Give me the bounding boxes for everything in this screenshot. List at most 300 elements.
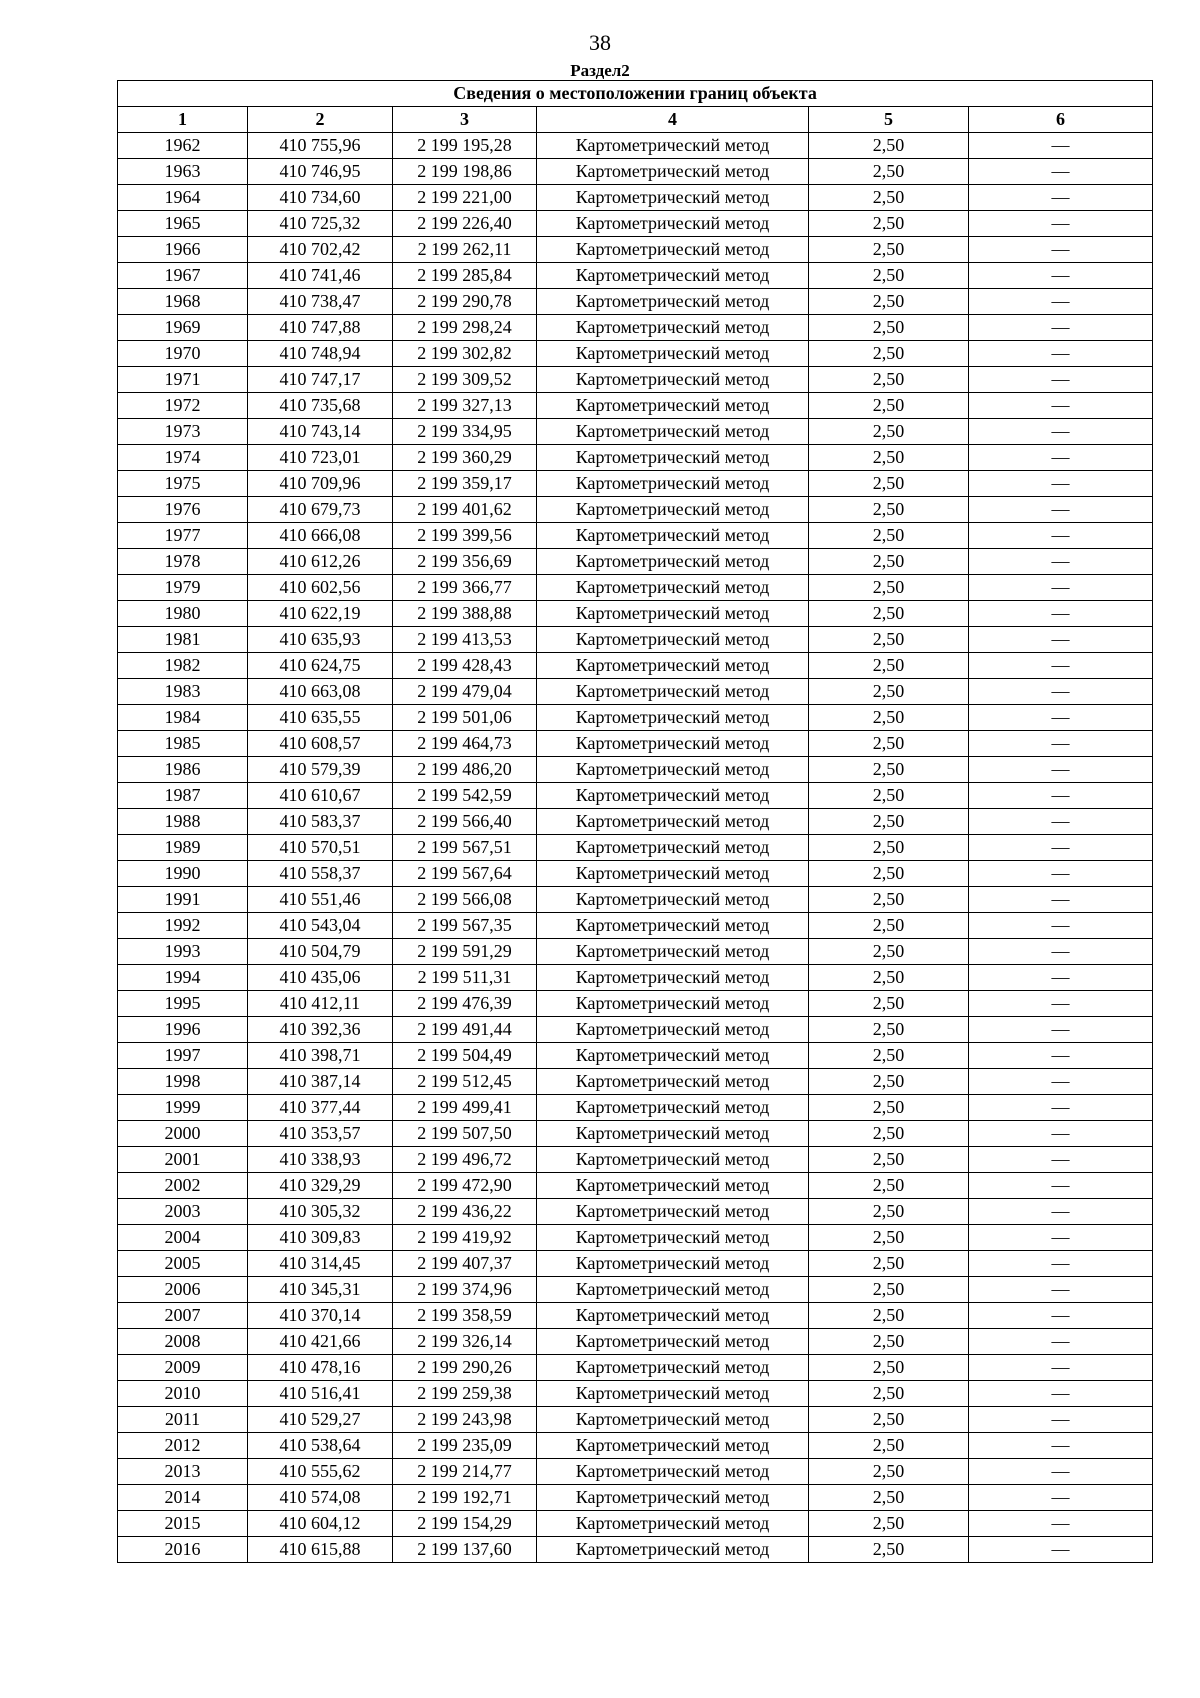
table-row — [118, 653, 1153, 679]
y-coordinate-cell: 2 199 259,38 — [393, 1381, 537, 1407]
point-number-cell: 1988 — [118, 809, 248, 835]
table-body — [118, 133, 1153, 1563]
y-coordinate-cell: 2 199 491,44 — [393, 1017, 537, 1043]
accuracy-cell: 2,50 — [809, 1511, 969, 1537]
column-header: 1 — [118, 107, 248, 133]
description-cell: — — [969, 1225, 1153, 1251]
y-coordinate-cell: 2 199 358,59 — [393, 1303, 537, 1329]
point-number-cell: 2007 — [118, 1303, 248, 1329]
x-coordinate-cell: 410 610,67 — [248, 783, 393, 809]
accuracy-cell: 2,50 — [809, 653, 969, 679]
description-cell: — — [969, 549, 1153, 575]
description-cell: — — [969, 1199, 1153, 1225]
point-number-cell: 1971 — [118, 367, 248, 393]
description-cell: — — [969, 1251, 1153, 1277]
x-coordinate-cell: 410 743,14 — [248, 419, 393, 445]
point-number-cell: 2013 — [118, 1459, 248, 1485]
method-cell: Картометрический метод — [537, 809, 809, 835]
table-row — [118, 1537, 1153, 1563]
x-coordinate-cell: 410 604,12 — [248, 1511, 393, 1537]
x-coordinate-cell: 410 738,47 — [248, 289, 393, 315]
method-cell: Картометрический метод — [537, 1173, 809, 1199]
point-number-cell: 2010 — [118, 1381, 248, 1407]
method-cell: Картометрический метод — [537, 1121, 809, 1147]
y-coordinate-cell: 2 199 356,69 — [393, 549, 537, 575]
point-number-cell: 1997 — [118, 1043, 248, 1069]
point-number-cell: 1994 — [118, 965, 248, 991]
method-cell: Картометрический метод — [537, 575, 809, 601]
y-coordinate-cell: 2 199 226,40 — [393, 211, 537, 237]
accuracy-cell: 2,50 — [809, 1121, 969, 1147]
method-cell: Картометрический метод — [537, 1017, 809, 1043]
table-row — [118, 601, 1153, 627]
x-coordinate-cell: 410 314,45 — [248, 1251, 393, 1277]
description-cell: — — [969, 315, 1153, 341]
description-cell: — — [969, 1043, 1153, 1069]
point-number-cell: 1969 — [118, 315, 248, 341]
point-number-cell: 1965 — [118, 211, 248, 237]
table-row — [118, 861, 1153, 887]
y-coordinate-cell: 2 199 507,50 — [393, 1121, 537, 1147]
method-cell: Картометрический метод — [537, 1095, 809, 1121]
method-cell: Картометрический метод — [537, 133, 809, 159]
description-cell: — — [969, 991, 1153, 1017]
y-coordinate-cell: 2 199 479,04 — [393, 679, 537, 705]
accuracy-cell: 2,50 — [809, 1173, 969, 1199]
x-coordinate-cell: 410 392,36 — [248, 1017, 393, 1043]
y-coordinate-cell: 2 199 566,40 — [393, 809, 537, 835]
x-coordinate-cell: 410 741,46 — [248, 263, 393, 289]
method-cell: Картометрический метод — [537, 1251, 809, 1277]
table-row — [118, 809, 1153, 835]
description-cell: — — [969, 1511, 1153, 1537]
point-number-cell: 1985 — [118, 731, 248, 757]
x-coordinate-cell: 410 377,44 — [248, 1095, 393, 1121]
method-cell: Картометрический метод — [537, 1043, 809, 1069]
method-cell: Картометрический метод — [537, 1459, 809, 1485]
x-coordinate-cell: 410 723,01 — [248, 445, 393, 471]
method-cell: Картометрический метод — [537, 549, 809, 575]
method-cell: Картометрический метод — [537, 1355, 809, 1381]
method-cell: Картометрический метод — [537, 653, 809, 679]
description-cell: — — [969, 1147, 1153, 1173]
point-number-cell: 1986 — [118, 757, 248, 783]
description-cell: — — [969, 263, 1153, 289]
point-number-cell: 1996 — [118, 1017, 248, 1043]
section-title: Раздел2 — [570, 61, 630, 80]
y-coordinate-cell: 2 199 137,60 — [393, 1537, 537, 1563]
point-number-cell: 2000 — [118, 1121, 248, 1147]
table-row — [118, 1511, 1153, 1537]
point-number-cell: 2002 — [118, 1173, 248, 1199]
y-coordinate-cell: 2 199 302,82 — [393, 341, 537, 367]
x-coordinate-cell: 410 387,14 — [248, 1069, 393, 1095]
description-cell: — — [969, 1407, 1153, 1433]
method-cell: Картометрический метод — [537, 289, 809, 315]
accuracy-cell: 2,50 — [809, 237, 969, 263]
method-cell: Картометрический метод — [537, 887, 809, 913]
point-number-cell: 2011 — [118, 1407, 248, 1433]
x-coordinate-cell: 410 635,93 — [248, 627, 393, 653]
table-row — [118, 1173, 1153, 1199]
description-cell: — — [969, 1303, 1153, 1329]
description-cell: — — [969, 1355, 1153, 1381]
method-cell: Картометрический метод — [537, 627, 809, 653]
column-header: 4 — [537, 107, 809, 133]
y-coordinate-cell: 2 199 360,29 — [393, 445, 537, 471]
accuracy-cell: 2,50 — [809, 627, 969, 653]
method-cell: Картометрический метод — [537, 1199, 809, 1225]
accuracy-cell: 2,50 — [809, 1069, 969, 1095]
method-cell: Картометрический метод — [537, 1277, 809, 1303]
description-cell: — — [969, 237, 1153, 263]
method-cell: Картометрический метод — [537, 185, 809, 211]
x-coordinate-cell: 410 624,75 — [248, 653, 393, 679]
accuracy-cell: 2,50 — [809, 1381, 969, 1407]
x-coordinate-cell: 410 538,64 — [248, 1433, 393, 1459]
y-coordinate-cell: 2 199 290,78 — [393, 289, 537, 315]
page-number: 38 — [589, 30, 611, 55]
x-coordinate-cell: 410 746,95 — [248, 159, 393, 185]
method-cell: Картометрический метод — [537, 1485, 809, 1511]
table-row — [118, 185, 1153, 211]
method-cell: Картометрический метод — [537, 1381, 809, 1407]
description-cell: — — [969, 1433, 1153, 1459]
y-coordinate-cell: 2 199 567,35 — [393, 913, 537, 939]
accuracy-cell: 2,50 — [809, 965, 969, 991]
description-cell: — — [969, 627, 1153, 653]
method-cell: Картометрический метод — [537, 1225, 809, 1251]
description-cell: — — [969, 1069, 1153, 1095]
y-coordinate-cell: 2 199 154,29 — [393, 1511, 537, 1537]
method-cell: Картометрический метод — [537, 1069, 809, 1095]
accuracy-cell: 2,50 — [809, 1433, 969, 1459]
accuracy-cell: 2,50 — [809, 133, 969, 159]
description-cell: — — [969, 939, 1153, 965]
accuracy-cell: 2,50 — [809, 1407, 969, 1433]
table-row — [118, 549, 1153, 575]
point-number-cell: 1966 — [118, 237, 248, 263]
y-coordinate-cell: 2 199 512,45 — [393, 1069, 537, 1095]
y-coordinate-cell: 2 199 407,37 — [393, 1251, 537, 1277]
accuracy-cell: 2,50 — [809, 1095, 969, 1121]
y-coordinate-cell: 2 199 388,88 — [393, 601, 537, 627]
point-number-cell: 2012 — [118, 1433, 248, 1459]
accuracy-cell: 2,50 — [809, 939, 969, 965]
point-number-cell: 1976 — [118, 497, 248, 523]
y-coordinate-cell: 2 199 285,84 — [393, 263, 537, 289]
x-coordinate-cell: 410 329,29 — [248, 1173, 393, 1199]
description-cell: — — [969, 211, 1153, 237]
x-coordinate-cell: 410 345,31 — [248, 1277, 393, 1303]
accuracy-cell: 2,50 — [809, 549, 969, 575]
accuracy-cell: 2,50 — [809, 1017, 969, 1043]
y-coordinate-cell: 2 199 243,98 — [393, 1407, 537, 1433]
accuracy-cell: 2,50 — [809, 445, 969, 471]
table-row — [118, 1225, 1153, 1251]
y-coordinate-cell: 2 199 235,09 — [393, 1433, 537, 1459]
description-cell: — — [969, 887, 1153, 913]
x-coordinate-cell: 410 602,56 — [248, 575, 393, 601]
table-row — [118, 1017, 1153, 1043]
x-coordinate-cell: 410 747,88 — [248, 315, 393, 341]
description-cell: — — [969, 289, 1153, 315]
table-row — [118, 1485, 1153, 1511]
accuracy-cell: 2,50 — [809, 1147, 969, 1173]
description-cell: — — [969, 861, 1153, 887]
y-coordinate-cell: 2 199 374,96 — [393, 1277, 537, 1303]
x-coordinate-cell: 410 679,73 — [248, 497, 393, 523]
point-number-cell: 1998 — [118, 1069, 248, 1095]
description-cell: — — [969, 1485, 1153, 1511]
accuracy-cell: 2,50 — [809, 731, 969, 757]
accuracy-cell: 2,50 — [809, 1485, 969, 1511]
x-coordinate-cell: 410 608,57 — [248, 731, 393, 757]
accuracy-cell: 2,50 — [809, 1043, 969, 1069]
point-number-cell: 2014 — [118, 1485, 248, 1511]
method-cell: Картометрический метод — [537, 1147, 809, 1173]
method-cell: Картометрический метод — [537, 965, 809, 991]
x-coordinate-cell: 410 353,57 — [248, 1121, 393, 1147]
y-coordinate-cell: 2 199 198,86 — [393, 159, 537, 185]
point-number-cell: 1995 — [118, 991, 248, 1017]
accuracy-cell: 2,50 — [809, 1537, 969, 1563]
x-coordinate-cell: 410 516,41 — [248, 1381, 393, 1407]
point-number-cell: 1972 — [118, 393, 248, 419]
accuracy-cell: 2,50 — [809, 679, 969, 705]
point-number-cell: 2004 — [118, 1225, 248, 1251]
method-cell: Картометрический метод — [537, 445, 809, 471]
y-coordinate-cell: 2 199 567,51 — [393, 835, 537, 861]
method-cell: Картометрический метод — [537, 523, 809, 549]
accuracy-cell: 2,50 — [809, 1459, 969, 1485]
accuracy-cell: 2,50 — [809, 419, 969, 445]
y-coordinate-cell: 2 199 472,90 — [393, 1173, 537, 1199]
table-row — [118, 133, 1153, 159]
description-cell: — — [969, 419, 1153, 445]
point-number-cell: 1991 — [118, 887, 248, 913]
point-number-cell: 1980 — [118, 601, 248, 627]
accuracy-cell: 2,50 — [809, 289, 969, 315]
description-cell: — — [969, 445, 1153, 471]
accuracy-cell: 2,50 — [809, 185, 969, 211]
method-cell: Картометрический метод — [537, 419, 809, 445]
description-cell: — — [969, 159, 1153, 185]
accuracy-cell: 2,50 — [809, 991, 969, 1017]
y-coordinate-cell: 2 199 359,17 — [393, 471, 537, 497]
method-cell: Картометрический метод — [537, 1329, 809, 1355]
x-coordinate-cell: 410 709,96 — [248, 471, 393, 497]
accuracy-cell: 2,50 — [809, 783, 969, 809]
table-row — [118, 679, 1153, 705]
method-cell: Картометрический метод — [537, 601, 809, 627]
x-coordinate-cell: 410 663,08 — [248, 679, 393, 705]
y-coordinate-cell: 2 199 464,73 — [393, 731, 537, 757]
accuracy-cell: 2,50 — [809, 1303, 969, 1329]
y-coordinate-cell: 2 199 290,26 — [393, 1355, 537, 1381]
method-cell: Картометрический метод — [537, 913, 809, 939]
point-number-cell: 1992 — [118, 913, 248, 939]
method-cell: Картометрический метод — [537, 731, 809, 757]
table-row — [118, 783, 1153, 809]
y-coordinate-cell: 2 199 401,62 — [393, 497, 537, 523]
description-cell: — — [969, 1381, 1153, 1407]
table-row — [118, 159, 1153, 185]
description-cell: — — [969, 783, 1153, 809]
y-coordinate-cell: 2 199 504,49 — [393, 1043, 537, 1069]
table-row — [118, 1069, 1153, 1095]
table-row — [118, 1459, 1153, 1485]
accuracy-cell: 2,50 — [809, 861, 969, 887]
point-number-cell: 2001 — [118, 1147, 248, 1173]
accuracy-cell: 2,50 — [809, 757, 969, 783]
method-cell: Картометрический метод — [537, 835, 809, 861]
y-coordinate-cell: 2 199 567,64 — [393, 861, 537, 887]
y-coordinate-cell: 2 199 309,52 — [393, 367, 537, 393]
point-number-cell: 1977 — [118, 523, 248, 549]
column-header: 2 — [248, 107, 393, 133]
accuracy-cell: 2,50 — [809, 341, 969, 367]
table-row — [118, 627, 1153, 653]
point-number-cell: 1963 — [118, 159, 248, 185]
table-row — [118, 1329, 1153, 1355]
x-coordinate-cell: 410 747,17 — [248, 367, 393, 393]
x-coordinate-cell: 410 543,04 — [248, 913, 393, 939]
x-coordinate-cell: 410 734,60 — [248, 185, 393, 211]
x-coordinate-cell: 410 615,88 — [248, 1537, 393, 1563]
y-coordinate-cell: 2 199 436,22 — [393, 1199, 537, 1225]
accuracy-cell: 2,50 — [809, 1329, 969, 1355]
y-coordinate-cell: 2 199 486,20 — [393, 757, 537, 783]
description-cell: — — [969, 1329, 1153, 1355]
column-header: 6 — [969, 107, 1153, 133]
table-row — [118, 237, 1153, 263]
table-row — [118, 705, 1153, 731]
point-number-cell: 1989 — [118, 835, 248, 861]
accuracy-cell: 2,50 — [809, 913, 969, 939]
table-row — [118, 211, 1153, 237]
point-number-cell: 1984 — [118, 705, 248, 731]
accuracy-cell: 2,50 — [809, 159, 969, 185]
table-row — [118, 367, 1153, 393]
point-number-cell: 2016 — [118, 1537, 248, 1563]
point-number-cell: 1970 — [118, 341, 248, 367]
method-cell: Картометрический метод — [537, 1511, 809, 1537]
description-cell: — — [969, 757, 1153, 783]
point-number-cell: 2005 — [118, 1251, 248, 1277]
y-coordinate-cell: 2 199 214,77 — [393, 1459, 537, 1485]
table-row — [118, 1303, 1153, 1329]
description-cell: — — [969, 1277, 1153, 1303]
y-coordinate-cell: 2 199 499,41 — [393, 1095, 537, 1121]
table-row — [118, 1433, 1153, 1459]
x-coordinate-cell: 410 412,11 — [248, 991, 393, 1017]
method-cell: Картометрический метод — [537, 393, 809, 419]
table-row — [118, 1043, 1153, 1069]
y-coordinate-cell: 2 199 413,53 — [393, 627, 537, 653]
y-coordinate-cell: 2 199 221,00 — [393, 185, 537, 211]
y-coordinate-cell: 2 199 476,39 — [393, 991, 537, 1017]
x-coordinate-cell: 410 555,62 — [248, 1459, 393, 1485]
accuracy-cell: 2,50 — [809, 575, 969, 601]
accuracy-cell: 2,50 — [809, 497, 969, 523]
x-coordinate-cell: 410 309,83 — [248, 1225, 393, 1251]
x-coordinate-cell: 410 370,14 — [248, 1303, 393, 1329]
accuracy-cell: 2,50 — [809, 1225, 969, 1251]
x-coordinate-cell: 410 622,19 — [248, 601, 393, 627]
accuracy-cell: 2,50 — [809, 887, 969, 913]
column-header: 3 — [393, 107, 537, 133]
table-caption: Сведения о местоположении границ объекта — [118, 81, 1153, 107]
table-row — [118, 887, 1153, 913]
y-coordinate-cell: 2 199 366,77 — [393, 575, 537, 601]
accuracy-cell: 2,50 — [809, 471, 969, 497]
accuracy-cell: 2,50 — [809, 705, 969, 731]
point-number-cell: 1990 — [118, 861, 248, 887]
accuracy-cell: 2,50 — [809, 1277, 969, 1303]
table-row — [118, 1251, 1153, 1277]
point-number-cell: 2015 — [118, 1511, 248, 1537]
method-cell: Картометрический метод — [537, 939, 809, 965]
table-row — [118, 1407, 1153, 1433]
point-number-cell: 1979 — [118, 575, 248, 601]
table-row — [118, 913, 1153, 939]
method-cell: Картометрический метод — [537, 315, 809, 341]
point-number-cell: 1987 — [118, 783, 248, 809]
x-coordinate-cell: 410 579,39 — [248, 757, 393, 783]
method-cell: Картометрический метод — [537, 1433, 809, 1459]
point-number-cell: 2006 — [118, 1277, 248, 1303]
point-number-cell: 1983 — [118, 679, 248, 705]
table-row — [118, 1355, 1153, 1381]
method-cell: Картометрический метод — [537, 705, 809, 731]
x-coordinate-cell: 410 755,96 — [248, 133, 393, 159]
table-caption-row — [118, 81, 1153, 107]
accuracy-cell: 2,50 — [809, 367, 969, 393]
method-cell: Картометрический метод — [537, 679, 809, 705]
x-coordinate-cell: 410 570,51 — [248, 835, 393, 861]
y-coordinate-cell: 2 199 496,72 — [393, 1147, 537, 1173]
x-coordinate-cell: 410 574,08 — [248, 1485, 393, 1511]
method-cell: Картометрический метод — [537, 757, 809, 783]
x-coordinate-cell: 410 529,27 — [248, 1407, 393, 1433]
point-number-cell: 1973 — [118, 419, 248, 445]
accuracy-cell: 2,50 — [809, 601, 969, 627]
point-number-cell: 1982 — [118, 653, 248, 679]
point-number-cell: 2008 — [118, 1329, 248, 1355]
description-cell: — — [969, 835, 1153, 861]
table-row — [118, 1277, 1153, 1303]
method-cell: Картометрический метод — [537, 1407, 809, 1433]
point-number-cell: 1967 — [118, 263, 248, 289]
accuracy-cell: 2,50 — [809, 315, 969, 341]
table-row — [118, 835, 1153, 861]
table-row — [118, 731, 1153, 757]
table-row — [118, 419, 1153, 445]
point-number-cell: 1962 — [118, 133, 248, 159]
point-number-cell: 1993 — [118, 939, 248, 965]
description-cell: — — [969, 731, 1153, 757]
y-coordinate-cell: 2 199 192,71 — [393, 1485, 537, 1511]
boundary-coordinates-table — [117, 80, 1153, 1563]
description-cell: — — [969, 809, 1153, 835]
accuracy-cell: 2,50 — [809, 835, 969, 861]
y-coordinate-cell: 2 199 511,31 — [393, 965, 537, 991]
x-coordinate-cell: 410 504,79 — [248, 939, 393, 965]
y-coordinate-cell: 2 199 334,95 — [393, 419, 537, 445]
y-coordinate-cell: 2 199 327,13 — [393, 393, 537, 419]
table-row — [118, 471, 1153, 497]
